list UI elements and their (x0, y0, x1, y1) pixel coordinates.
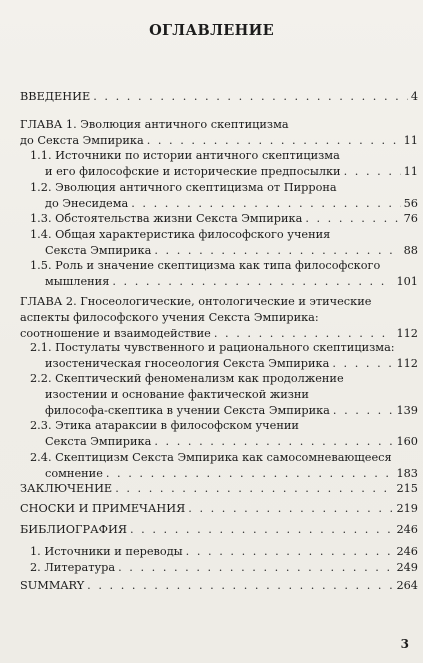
toc-entry-text: БИБЛИОГРАФИЯ (20, 523, 127, 536)
leader-dots (93, 89, 408, 105)
leader-dots (154, 243, 400, 259)
toc-entry-text: SUMMARY (20, 579, 85, 592)
toc-entry-page: 88 (403, 243, 418, 257)
toc-entry-line (20, 481, 418, 497)
toc-entry-text: ЗАКЛЮЧЕНИЕ (20, 482, 113, 495)
toc-entry-line (45, 434, 418, 450)
leader-dots (115, 481, 393, 497)
leader-dots (154, 434, 393, 450)
toc-entry-text: ГЛАВА 1. Эволюция античного скептицизма (20, 118, 289, 131)
toc-entry-line (20, 89, 418, 105)
leader-dots (112, 274, 393, 290)
toc-entry-text: 1.2. Эволюция античного скептицизма от Пиррона (30, 181, 337, 194)
toc-entry-text: сомнение (45, 466, 103, 480)
toc-entry-page: 101 (396, 274, 418, 288)
leader-dots (344, 164, 401, 180)
toc-entry-page: 56 (403, 196, 418, 210)
leader-dots (332, 356, 393, 372)
page-title: ОГЛАВЛЕНИЕ (149, 22, 274, 39)
toc-entry-line (30, 211, 418, 227)
toc-entry-line (45, 387, 309, 403)
leader-dots (106, 466, 394, 482)
toc-entry-line (20, 294, 371, 310)
toc-entry-text: 1.3. Обстоятельства жизни Секста Эмпирика (30, 212, 303, 225)
toc-entry-line (30, 340, 395, 356)
toc-entry-page: 112 (396, 356, 418, 370)
toc-entry-page: 183 (396, 466, 418, 480)
toc-entry-text: Секста Эмпирика (45, 434, 152, 448)
toc-entry-page: 76 (403, 212, 418, 225)
toc-entry-page: 4 (410, 90, 418, 103)
toc-entry-line (45, 164, 418, 180)
leader-dots (130, 522, 393, 538)
leader-dots (147, 133, 401, 149)
toc-entry-line (30, 418, 299, 434)
toc-entry-page: 246 (396, 523, 418, 536)
toc-entry-text: 1. Источники и переводы (30, 545, 183, 558)
toc-entry-line (30, 180, 337, 196)
toc-entry-line (20, 578, 418, 594)
toc-entry-text: 2.4. Скептицизм Секста Эмпирика как самосомневающееся (30, 451, 392, 464)
toc-entry-page: 264 (396, 579, 418, 592)
toc-entry-line (30, 560, 418, 576)
toc-entry-line (20, 117, 289, 133)
leader-dots (186, 544, 394, 560)
toc-entry-line (20, 522, 418, 538)
toc-entry-text: аспекты философского учения Секста Эмпирика: (20, 310, 319, 324)
leader-dots (131, 196, 400, 212)
toc-entry-text: мышления (45, 274, 110, 288)
toc-entry-text: 2.3. Этика атараксии в философском учении (30, 419, 299, 432)
toc-entry-text: до Энесидема (45, 196, 129, 210)
page-number: 3 (400, 637, 409, 651)
toc-entry-line (20, 501, 418, 517)
toc-entry-line (45, 243, 418, 259)
toc-entry-text: 1.1. Источники по истории античного скептицизма (30, 149, 340, 162)
toc-entry-text: соотношение и взаимодействие (20, 326, 211, 340)
toc-entry-page: 215 (396, 482, 418, 495)
toc-entry-page: 139 (396, 403, 418, 417)
toc-entry-line (30, 544, 418, 560)
toc-entry-line (45, 403, 418, 419)
toc-entry-line (30, 227, 330, 243)
toc-entry-page: 246 (396, 545, 418, 558)
toc-entry-line (20, 310, 319, 326)
toc-entry-line (30, 258, 380, 274)
toc-entry-page: 160 (396, 434, 418, 448)
toc-entry-text: и его философские и исторические предпосылки (45, 164, 341, 178)
toc-entry-text: изостеническая гносеология Секста Эмпирика (45, 356, 330, 370)
toc-entry-page: 219 (396, 502, 418, 515)
toc-entry-text: ВВЕДЕНИЕ (20, 90, 91, 103)
toc-entry-text: 1.5. Роль и значение скептицизма как типа философского (30, 259, 381, 272)
toc-entry-line (45, 274, 418, 290)
toc-entry-text: изостении и основание фактической жизни (45, 387, 309, 401)
toc-entry-line (30, 148, 340, 164)
leader-dots (333, 403, 394, 419)
leader-dots (188, 501, 393, 517)
toc-entry-page: 11 (403, 133, 418, 147)
leader-dots (87, 578, 393, 594)
toc-entry-text: философа-скептика в учении Секста Эмпирика (45, 403, 330, 417)
toc-entry-page: 11 (403, 164, 418, 178)
toc-entry-line (30, 371, 344, 387)
toc-entry-text: Секста Эмпирика (45, 243, 152, 257)
toc-entry-text: до Секста Эмпирика (20, 133, 144, 147)
toc-entry-text: 2.1. Постулаты чувственного и рационального скептицизма: (30, 341, 395, 354)
toc-entry-line (20, 133, 418, 149)
toc-entry-page: 249 (396, 561, 418, 574)
toc-entry-text: СНОСКИ И ПРИМЕЧАНИЯ (20, 502, 186, 515)
toc-entry-page: 112 (396, 326, 418, 340)
toc-entry-text: 1.4. Общая характеристика философского учения (30, 228, 331, 241)
toc-entry-line (45, 356, 418, 372)
toc-entry-line (45, 466, 418, 482)
leader-dots (305, 211, 400, 227)
toc-entry-line (30, 450, 392, 466)
toc-entry-line (45, 196, 418, 212)
leader-dots (118, 560, 393, 576)
toc-entry-text: 2. Литература (30, 561, 116, 574)
toc-entry-text: ГЛАВА 2. Гносеологические, онтологические и этические (20, 295, 372, 308)
toc-entry-text: 2.2. Скептический феноменализм как продолжение (30, 372, 344, 385)
